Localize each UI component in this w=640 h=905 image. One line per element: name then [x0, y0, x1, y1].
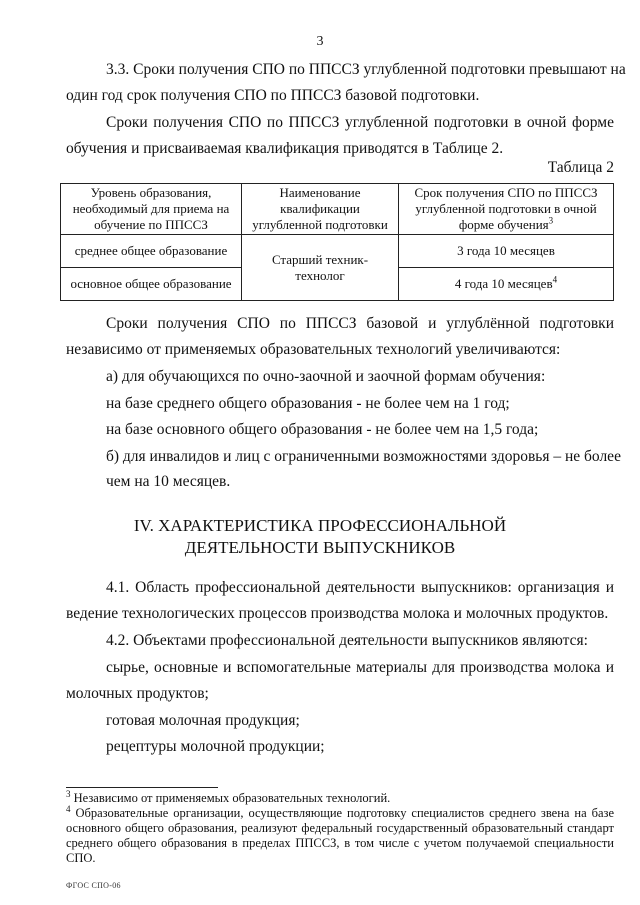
table-row [61, 235, 614, 268]
table-2 [60, 183, 614, 301]
footnote-mark: 3 [66, 788, 71, 799]
footnote-mark: 4 [66, 803, 71, 814]
footnote-text: Образовательные организации, осуществляющие подготовку специалистов среднего звена на базе основного общего образования, реализуют федеральный государственный образовательный стандарт среднего общего образования в пределах ППССЗ, в том числе с учетом получаемой специальности СПО. [66, 806, 614, 865]
item-a1: на базе среднего общего образования - не более чем на 1 год; [106, 395, 510, 412]
para-terms-line1: Сроки получения СПО по ППССЗ углубленной подготовки в очной форме [106, 114, 614, 131]
item1-line2: молочных продуктов; [66, 685, 209, 702]
section-title-line1: IV. ХАРАКТЕРИСТИКА ПРОФЕССИОНАЛЬНОЙ [133, 516, 507, 535]
table-header-cell [399, 184, 614, 235]
table-caption: Таблица 2 [547, 159, 614, 176]
para-increase-line1: Сроки получения СПО по ППССЗ базовой и углублённой подготовки [106, 315, 614, 332]
item2: готовая молочная продукция; [106, 712, 300, 729]
table-cell-level: среднее общее образование [61, 235, 242, 268]
item3: рецептуры молочной продукции; [106, 738, 325, 755]
para-terms-line2: обучения и присваиваемая квалификация приводятся в Таблице 2. [66, 140, 504, 157]
table-cell-level: основное общее образование [61, 268, 242, 301]
footnote-3 [66, 788, 614, 806]
footnote-4 [66, 803, 614, 866]
table-term-text: 3 года 10 месяцев [457, 243, 555, 258]
footnote-text: Независимо от применяемых образовательных технологий. [73, 791, 391, 805]
para-4-1-line1: 4.1. Область профессиональной деятельности выпускников: организация и [106, 579, 614, 596]
table-header-cell: Наименование квалификации углубленной подготовки [242, 184, 399, 235]
item1-line1: сырье, основные и вспомогательные материалы для производства молока и [106, 659, 614, 676]
table-cell-term [399, 235, 614, 268]
item-a2: на базе основного общего образования - не более чем на 1,5 года; [106, 421, 539, 438]
footnote-rule [66, 787, 218, 788]
table-term-text: 4 года 10 месяцев [454, 276, 553, 291]
para-4-2-line1: 4.2. Объектами профессиональной деятельности выпускников являются: [106, 632, 588, 649]
footnote-ref: 4 [552, 274, 558, 285]
table-cell-term [399, 268, 614, 301]
para-increase-line2: независимо от применяемых образовательных технологий увеличиваются: [66, 341, 561, 358]
item-b-line2: чем на 10 месяцев. [106, 473, 231, 490]
para-3-3-line1: 3.3. Сроки получения СПО по ППССЗ углубленной подготовки превышают на [106, 61, 626, 78]
table-header-row [61, 184, 614, 235]
section-title-line2: ДЕЯТЕЛЬНОСТИ ВЫПУСКНИКОВ [184, 538, 456, 557]
para-4-1-line2: ведение технологических процессов производства молока и молочных продуктов. [66, 605, 609, 622]
para-3-3-line2: один год срок получения СПО по ППССЗ базовой подготовки. [66, 87, 480, 104]
footer-code: ФГОС СПО-06 [66, 881, 121, 890]
page-number: 3 [316, 34, 324, 49]
table-header-cell: Уровень образования, необходимый для приема на обучение по ППССЗ [61, 184, 242, 235]
table-cell-qualification: Старший техник-технолог [242, 235, 399, 301]
footnote-ref: 3 [548, 215, 554, 226]
item-a: а) для обучающихся по очно-заочной и заочной формам обучения: [106, 368, 546, 385]
item-b-line1: б) для инвалидов и лиц с ограниченными возможностями здоровья – не более [106, 448, 621, 465]
table-header-text: Срок получения СПО по ППССЗ углубленной подготовки в очной форме обучения [414, 185, 598, 232]
